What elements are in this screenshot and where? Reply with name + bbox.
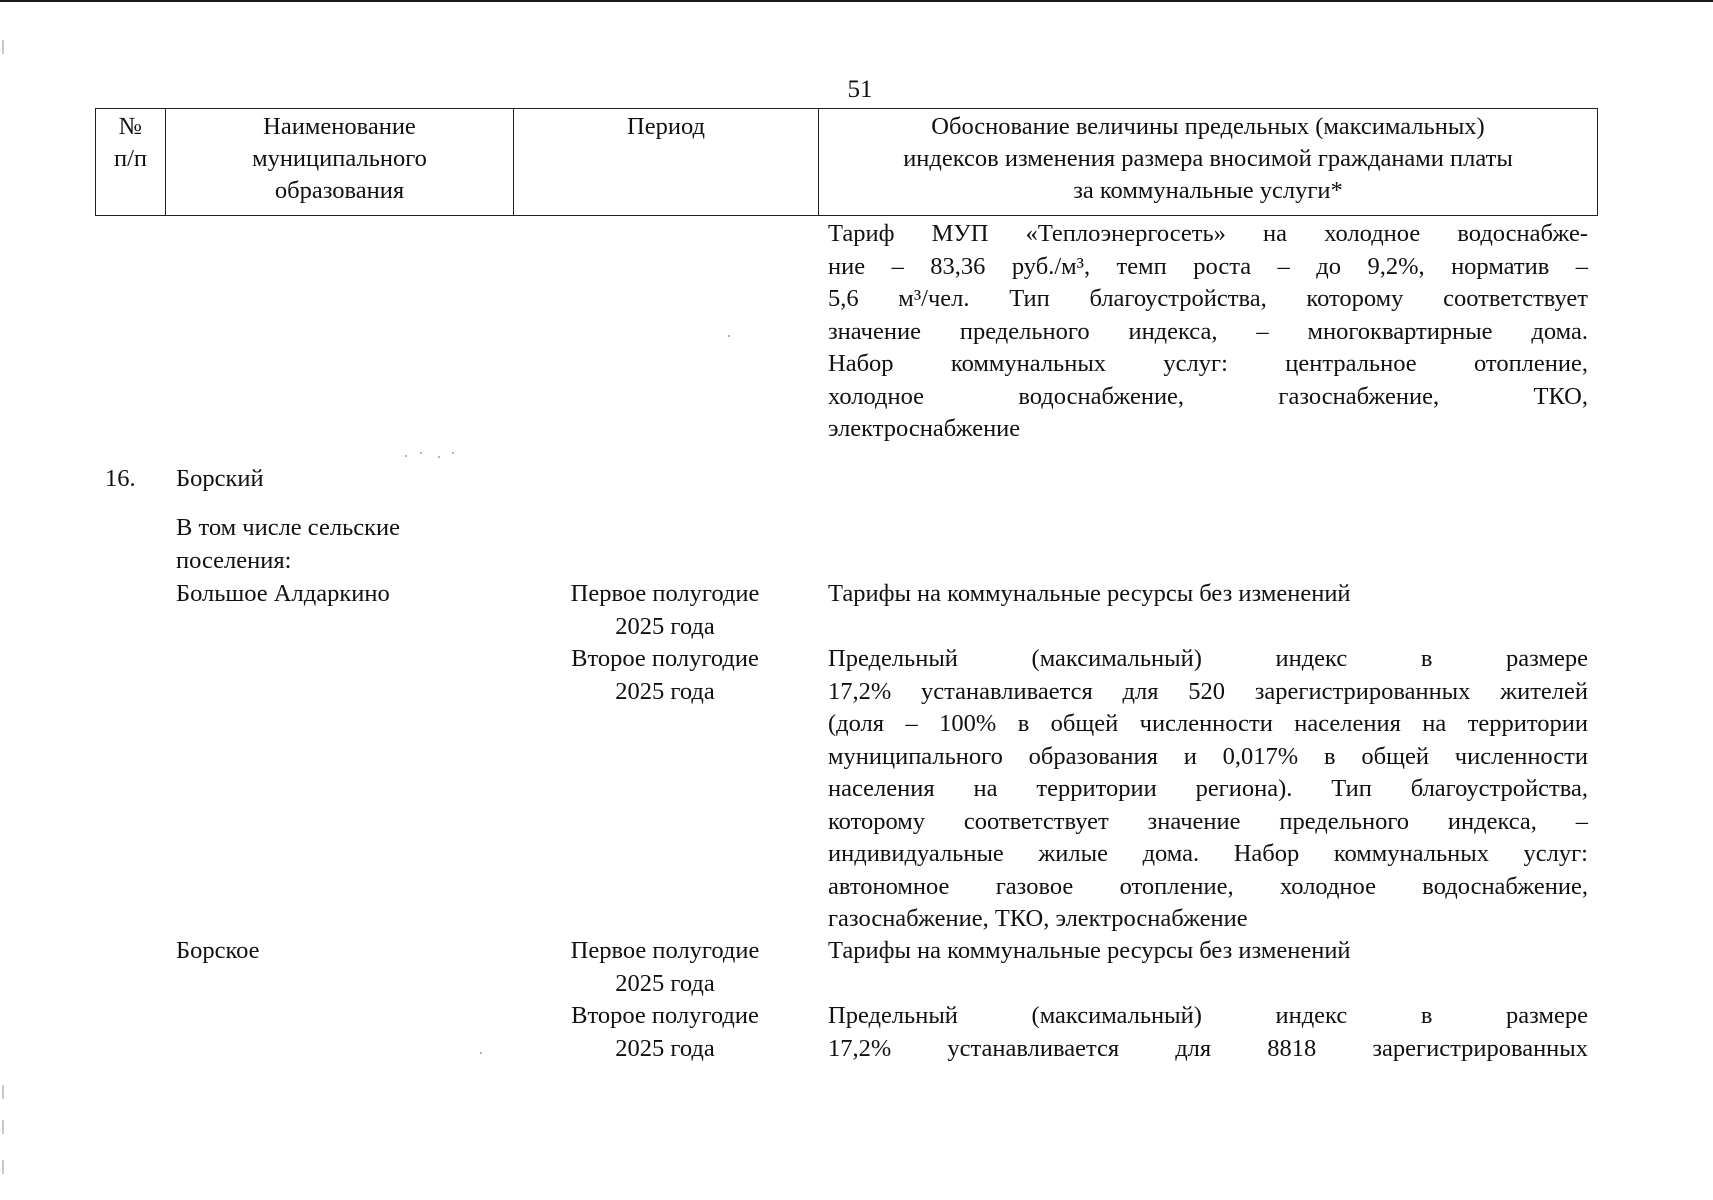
continuation-paragraph: Тариф МУП «Теплоэнергосеть» на холодное водоснабже- ние – 83,36 руб./м³, темп роста – до 9,2%, норматив – 5,6 м³/чел. Тип благоустройства, которому соответствует значение предельного индекса, – многоквартирные дома. Набор коммунальных услуг: центральное отопление, холодное водоснабжение, газоснабжение, ТКО, электроснабжение <box>828 220 1588 442</box>
period-second-half: Второе полугодие 2025 года <box>571 1002 759 1062</box>
scan-speck <box>405 455 407 457</box>
index-justification-paragraph: Предельный (максимальный) индекс в размере 17,2% устанавливается для 8818 зарегистрированных <box>828 1002 1588 1062</box>
header-justification-column: Обоснование величины предельных (максимальных) индексов изменения размера вносимой гражданами платы за коммунальные услуги* <box>903 113 1513 204</box>
scan-speck <box>420 452 422 454</box>
header-name-column: Наименование муниципального образования <box>166 109 514 215</box>
header-period-column: Период <box>514 109 819 215</box>
tariffs-unchanged-text: Тарифы на коммунальные ресурсы без изменений <box>828 580 1351 607</box>
period-second-half: Второе полугодие 2025 года <box>571 645 759 705</box>
district-name: Борский <box>176 465 264 492</box>
header-number-column: № п/п <box>96 109 166 215</box>
index-justification-paragraph: Предельный (максимальный) индекс в размере 17,2% устанавливается для 520 зарегистрированных жителей (доля – 100% в общей численности населения на территории муниципального образования и 0,017% в общей численности населения на территории региона). Тип благоустройства, которому соответствует значение предельного индекса, – индивидуальные жилые дома. Набор коммунальных услуг: автономное газовое отопление, холодное водоснабжение, газоснабжение, ТКО, электроснабжение <box>828 645 1588 932</box>
settlement-name: Борское <box>176 937 260 964</box>
page-number: 51 <box>847 76 873 103</box>
scan-speck <box>728 335 730 337</box>
scan-top-border <box>0 0 1713 2</box>
district-subtitle: В том числе сельские поселения: <box>176 514 401 574</box>
scan-edge-mark <box>2 1160 4 1174</box>
scan-speck <box>480 1052 482 1054</box>
period-first-half: Первое полугодие 2025 года <box>570 580 760 640</box>
scan-edge-mark <box>2 40 4 54</box>
scan-speck <box>438 456 440 458</box>
district-number: 16. <box>105 465 136 492</box>
scan-speck <box>452 452 454 454</box>
period-first-half: Первое полугодие 2025 года <box>570 937 760 997</box>
scan-edge-mark <box>2 1120 4 1134</box>
tariffs-unchanged-text: Тарифы на коммунальные ресурсы без изменений <box>828 937 1351 964</box>
settlement-name: Большое Алдаркино <box>176 580 390 607</box>
scan-edge-mark <box>2 1085 4 1099</box>
table-header <box>95 108 1598 216</box>
